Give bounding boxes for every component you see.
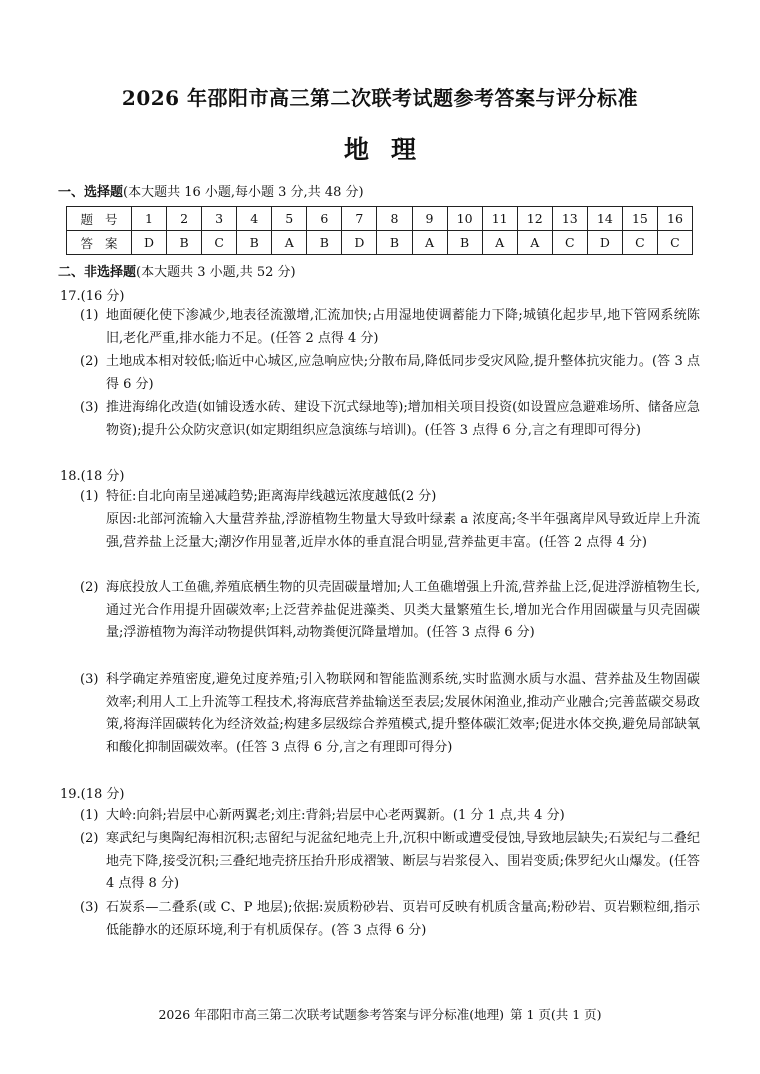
number-row-label: 题号 bbox=[67, 207, 132, 231]
section-2-heading bbox=[58, 261, 296, 280]
question-number-cell: 5 bbox=[272, 207, 307, 231]
answer-cell: D bbox=[132, 231, 167, 255]
section-1-label: 一、选择题 bbox=[58, 185, 124, 200]
question-number-cell: 10 bbox=[447, 207, 482, 231]
part-text: 大岭:向斜;岩层中心新两翼老;刘庄:背斜;岩层中心老两翼新。(1 分 1 点,共 4 分) bbox=[106, 808, 565, 823]
part-number: (3) bbox=[80, 672, 99, 687]
section-1-heading bbox=[58, 181, 364, 200]
question-number-cell: 16 bbox=[657, 207, 692, 231]
answer-cell: B bbox=[167, 231, 202, 255]
question-number-cell: 4 bbox=[237, 207, 272, 231]
answer-cell: B bbox=[377, 231, 412, 255]
q18-part-1-feature bbox=[80, 486, 700, 509]
question-number-cell: 9 bbox=[412, 207, 447, 231]
document-title: 2026 年邵阳市高三第二次联考试题参考答案与评分标准 bbox=[121, 86, 639, 110]
q19-part-2 bbox=[80, 828, 700, 896]
answer-cell: B bbox=[237, 231, 272, 255]
part-number: (2) bbox=[80, 831, 99, 846]
question-18-label: 18.(18 分) bbox=[60, 469, 125, 484]
answer-cell: C bbox=[657, 231, 692, 255]
q19-part-3 bbox=[80, 897, 700, 942]
part-number: (2) bbox=[80, 580, 99, 595]
answer-table-number-row bbox=[67, 207, 693, 231]
section-2-note: (本大题共 3 小题,共 52 分) bbox=[136, 265, 296, 280]
section-1-note: (本大题共 16 小题,每小题 3 分,共 48 分) bbox=[123, 185, 364, 200]
answer-table bbox=[66, 206, 693, 255]
question-number-cell: 7 bbox=[342, 207, 377, 231]
q17-part-2 bbox=[80, 351, 700, 396]
q18-part-3 bbox=[80, 669, 700, 759]
question-number-cell: 1 bbox=[132, 207, 167, 231]
question-number-cell: 15 bbox=[622, 207, 657, 231]
part-text: 寒武纪与奥陶纪海相沉积;志留纪与泥盆纪地壳上升,沉积中断或遭受侵蚀,导致地层缺失;石炭纪与二叠纪地壳下降,接受沉积;三叠纪地壳挤压抬升形成褶皱、断层与岩浆侵入、围岩变质;侏罗纪火山爆发。(任答 4 点得 8 分) bbox=[106, 831, 700, 892]
part-text: 原因:北部河流输入大量营养盐,浮游植物生物量大导致叶绿素 a 浓度高;冬半年强离岸风导致近岸上升流强,营养盐上泛量大;潮汐作用显著,近岸水体的垂直混合明显,营养盐更丰富。(任答 2 点得 4 分) bbox=[106, 512, 700, 550]
answer-cell: B bbox=[447, 231, 482, 255]
answer-cell: C bbox=[202, 231, 237, 255]
section-2-label: 二、非选择题 bbox=[58, 265, 137, 280]
question-number-cell: 2 bbox=[167, 207, 202, 231]
question-number-cell: 8 bbox=[377, 207, 412, 231]
answer-cell: A bbox=[517, 231, 552, 255]
answer-table-answer-row bbox=[67, 231, 693, 255]
part-number: (1) bbox=[80, 489, 99, 504]
answer-cell: A bbox=[482, 231, 517, 255]
subject-title: 地理 bbox=[343, 135, 438, 164]
answer-cell: D bbox=[342, 231, 377, 255]
q19-part-1 bbox=[80, 805, 700, 828]
answer-cell: B bbox=[307, 231, 342, 255]
answer-cell: D bbox=[587, 231, 622, 255]
question-number-cell: 14 bbox=[587, 207, 622, 231]
answer-cell: A bbox=[272, 231, 307, 255]
part-text: 地面硬化使下渗减少,地表径流激增,汇流加快;占用湿地使调蓄能力下降;城镇化起步早,地下管网系统陈旧,老化严重,排水能力不足。(任答 2 点得 4 分) bbox=[106, 308, 700, 346]
answer-cell: C bbox=[622, 231, 657, 255]
part-text: 推进海绵化改造(如铺设透水砖、建设下沉式绿地等);增加相关项目投资(如设置应急避难场所、储备应急物资);提升公众防灾意识(如定期组织应急演练与培训)。(任答 3 点得 6 分,言之有理即可得分) bbox=[106, 400, 700, 438]
page-footer bbox=[0, 1005, 760, 1023]
part-number: (3) bbox=[80, 900, 99, 915]
question-number-cell: 12 bbox=[517, 207, 552, 231]
part-number: (1) bbox=[80, 308, 99, 323]
answer-row-label: 答案 bbox=[67, 231, 132, 255]
footer-document-name: 2026 年邵阳市高三第二次联考试题参考答案与评分标准(地理) bbox=[158, 1007, 504, 1022]
part-text: 海底投放人工鱼礁,养殖底栖生物的贝壳固碳量增加;人工鱼礁增强上升流,营养盐上泛,促进浮游植物生长,通过光合作用提升固碳效率;上泛营养盐促进藻类、贝类大量繁殖生长,增加光合作用固碳量与贝壳固碳量;浮游植物为海洋动物提供饵料,动物粪便沉降量增加。(任答 3 点得 6 分) bbox=[106, 580, 700, 641]
part-number: (3) bbox=[80, 400, 99, 415]
footer-page-number: 第 1 页(共 1 页) bbox=[509, 1007, 602, 1022]
part-text: 特征:自北向南呈递减趋势;距离海岸线越远浓度越低(2 分) bbox=[106, 489, 437, 504]
q17-part-3 bbox=[80, 397, 700, 442]
question-number-cell: 6 bbox=[307, 207, 342, 231]
question-number-cell: 3 bbox=[202, 207, 237, 231]
part-number: (1) bbox=[80, 808, 99, 823]
part-text: 石炭系—二叠系(或 C、P 地层);依据:炭质粉砂岩、页岩可反映有机质含量高;粉砂岩、页岩颗粒细,指示低能静水的还原环境,利于有机质保存。(答 3 点得 6 分) bbox=[106, 900, 700, 938]
q18-part-2 bbox=[80, 577, 700, 645]
question-17-label: 17.(16 分) bbox=[60, 289, 125, 304]
part-text: 科学确定养殖密度,避免过度养殖;引入物联网和智能监测系统,实时监测水质与水温、营养盐及生物固碳效率;利用人工上升流等工程技术,将海底营养盐输送至表层;发展休闲渔业,推动产业融合;完善蓝碳交易政策,将海洋固碳转化为经济效益;构建多层级综合养殖模式,提升整体碳汇效率;促进水体交换,避免局部缺氧和酸化抑制固碳效率。(任答 3 点得 6 分,言之有理即可得分) bbox=[106, 672, 700, 755]
part-number: (2) bbox=[80, 354, 99, 369]
question-19-label: 19.(18 分) bbox=[60, 787, 125, 802]
q17-part-1 bbox=[80, 305, 700, 350]
answer-cell: C bbox=[552, 231, 587, 255]
question-number-cell: 13 bbox=[552, 207, 587, 231]
q18-part-1-reason bbox=[80, 509, 700, 554]
part-text: 土地成本相对较低;临近中心城区,应急响应快;分散布局,降低同步受灾风险,提升整体抗灾能力。(答 3 点得 6 分) bbox=[106, 354, 700, 392]
answer-cell: A bbox=[412, 231, 447, 255]
question-number-cell: 11 bbox=[482, 207, 517, 231]
